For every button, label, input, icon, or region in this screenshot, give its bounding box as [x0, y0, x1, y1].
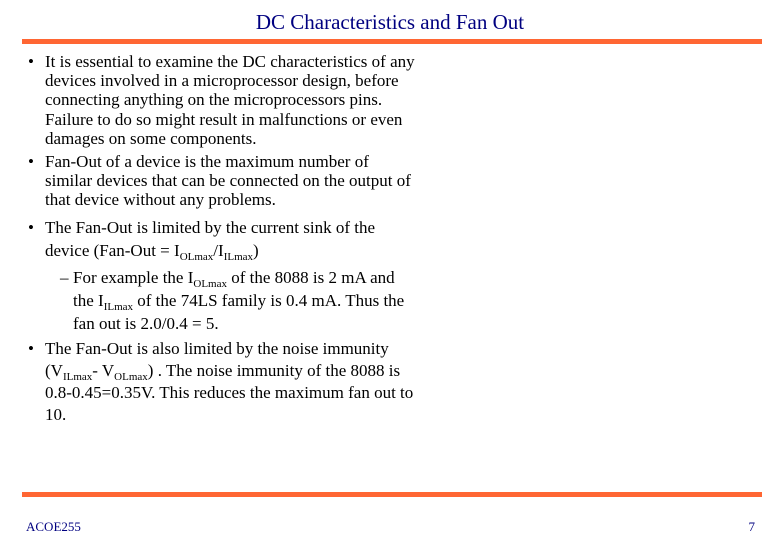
bullet-text: It is essential to examine the DC characteristics of any devices involved in a microprocessor design, before connecting anything on the microprocessors pins. Failure to do so might result in malfunctions or even damages on some components.: [45, 52, 415, 148]
text-run: of the 74LS family is 0.4 mA. Thus the fan out is 2.0/0.4 = 5.: [73, 290, 405, 333]
bullet-current-sink: [25, 216, 415, 262]
bullet-text: Fan-Out of a device is the maximum number of similar devices that can be connected on the output of that device without any problems.: [45, 152, 411, 210]
footer-divider: [22, 492, 762, 497]
bullet-icon: •: [28, 338, 34, 358]
sub-bullet-example: [25, 266, 415, 335]
slide-content: [25, 52, 415, 426]
text-run: For example the I: [73, 267, 194, 287]
subscript: OLmax: [193, 277, 227, 290]
text-run: ) . The noise immunity of the 8088 is 0.8-0.45=0.35V. This reduces the maximum fan out to 10.: [45, 360, 414, 424]
sub-bullet-text: [73, 268, 404, 333]
text-run: The Fan-Out is limited by the current sink of the device (Fan-Out = I: [45, 217, 376, 260]
text-run: ): [253, 240, 259, 260]
bullet-dc-characteristics: [25, 52, 415, 148]
subscript: OLmax: [114, 370, 148, 383]
subscript: OLmax: [179, 250, 214, 263]
slide-title: DC Characteristics and Fan Out: [255, 10, 525, 34]
dash-icon: –: [60, 267, 69, 287]
text-run: of the 8088 is 2 mA and the I: [73, 267, 395, 310]
bullet-noise-immunity: [25, 338, 415, 426]
text-run: - V: [92, 360, 115, 380]
subscript: ILmax: [103, 300, 134, 313]
bullet-icon: •: [28, 52, 34, 71]
bullet-text: [45, 338, 415, 426]
bullet-text: [45, 216, 415, 262]
course-code: ACOE255: [26, 519, 81, 534]
bullet-icon: •: [28, 152, 34, 172]
text-run: /I: [213, 240, 224, 260]
subscript: ILmax: [62, 370, 93, 383]
bullet-fan-out-definition: [25, 152, 415, 210]
page-number: 7: [748, 519, 755, 534]
title-divider: [22, 39, 762, 44]
subscript: ILmax: [223, 250, 254, 263]
text-run: The Fan-Out is also limited by the noise immunity (V: [45, 338, 389, 380]
bullet-icon: •: [28, 217, 34, 237]
